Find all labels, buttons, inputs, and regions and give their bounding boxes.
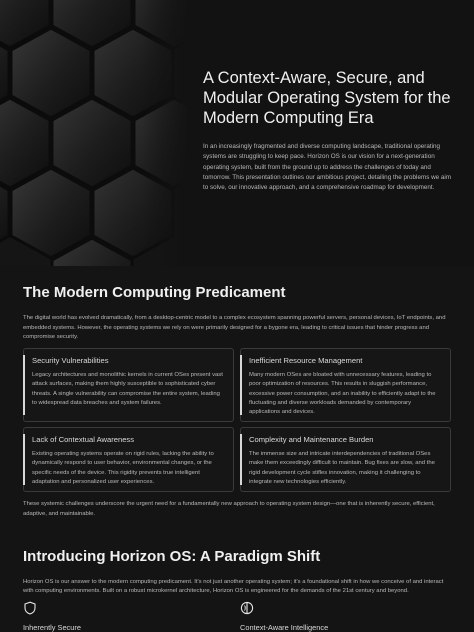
brain-icon <box>240 601 254 615</box>
introducing-intro: Horizon OS is our answer to the modern computing predicament. It's not just another operating system; it's a foundational shift in how we conceive of and interact with computing environments. Built on a robust microkernel architecture, Horizon OS is engineered for the demands of the 21st century and beyond. <box>23 579 444 595</box>
feature-label-context-aware: Context-Aware Intelligence <box>240 623 329 632</box>
predicament-heading: The Modern Computing Predicament <box>23 284 286 301</box>
hero-description: In an increasingly fragmented and diverse computing landscape, traditional operating systems are struggling to keep pace. Horizon OS is our vision for a next-generation operating system, built from the ground up to address the challenges of today and tomorrow. This presentation outlines our ambitious project, detailing the problems we aim to solve, our innovative approach, and a comprehensive roadmap for development. <box>203 143 452 192</box>
hero-section <box>0 0 474 266</box>
shield-icon <box>23 601 37 615</box>
card-title: Lack of Contextual Awareness <box>32 435 135 444</box>
card-lack-of-contextual-awareness <box>23 427 234 492</box>
predicament-intro: The digital world has evolved dramatically, from a desktop-centric model to a complex ecosystem spanning powerful servers, personal devices, IoT endpoints, and embedded systems. However, the operating systems we rely on were primarily designed for a bygone era, leading to critical issues that hinder progress and compromise security. <box>23 315 446 341</box>
card-security-vulnerabilities <box>23 348 234 422</box>
card-title: Complexity and Maintenance Burden <box>249 435 374 444</box>
hero-text-block <box>203 68 455 193</box>
predicament-outro: These systemic challenges underscore the urgent need for a fundamentally new approach to operating system design—one that is inherently secure, efficient, adaptive, and maintainable. <box>23 501 435 517</box>
card-body: Many modern OSes are bloated with unnecessary features, leading to poor optimization of resources. This results in sluggish performance, excessive power consumption, and an inability to efficiently adapt to the fluctuating and diverse workloads demanded by contemporary applications and devices. <box>249 372 436 416</box>
card-complexity-and-maintenance <box>240 427 451 492</box>
card-body: Existing operating systems operate on rigid rules, lacking the ability to dynamically respond to user behavior, environmental changes, or the specific needs of the device. This rigidity prevents true intelligent adaptation and personalized user experiences. <box>32 451 214 485</box>
card-body: The immense size and intricate interdependencies of traditional OSes make them exceedingly difficult to maintain. Bug fixes are slow, and the rigid development cycle stifles innovation, making it challenging to integrate new technologies efficiently. <box>249 451 435 485</box>
feature-label-secure: Inherently Secure <box>23 623 81 632</box>
card-title: Inefficient Resource Management <box>249 356 363 365</box>
hero-title: A Context-Aware, Secure, and Modular Operating System for the Modern Computing Era <box>203 69 451 127</box>
card-body: Legacy architectures and monolithic kernels in current OSes present vast attack surfaces, making them highly susceptible to sophisticated cyber threats. A single vulnerability can compromise the entire system, leading to widespread data breaches and system failures. <box>32 372 223 406</box>
card-title: Security Vulnerabilities <box>32 356 109 365</box>
introducing-heading: Introducing Horizon OS: A Paradigm Shift <box>23 548 321 565</box>
hexagon-background-art <box>0 0 190 266</box>
card-inefficient-resource-management <box>240 348 451 422</box>
